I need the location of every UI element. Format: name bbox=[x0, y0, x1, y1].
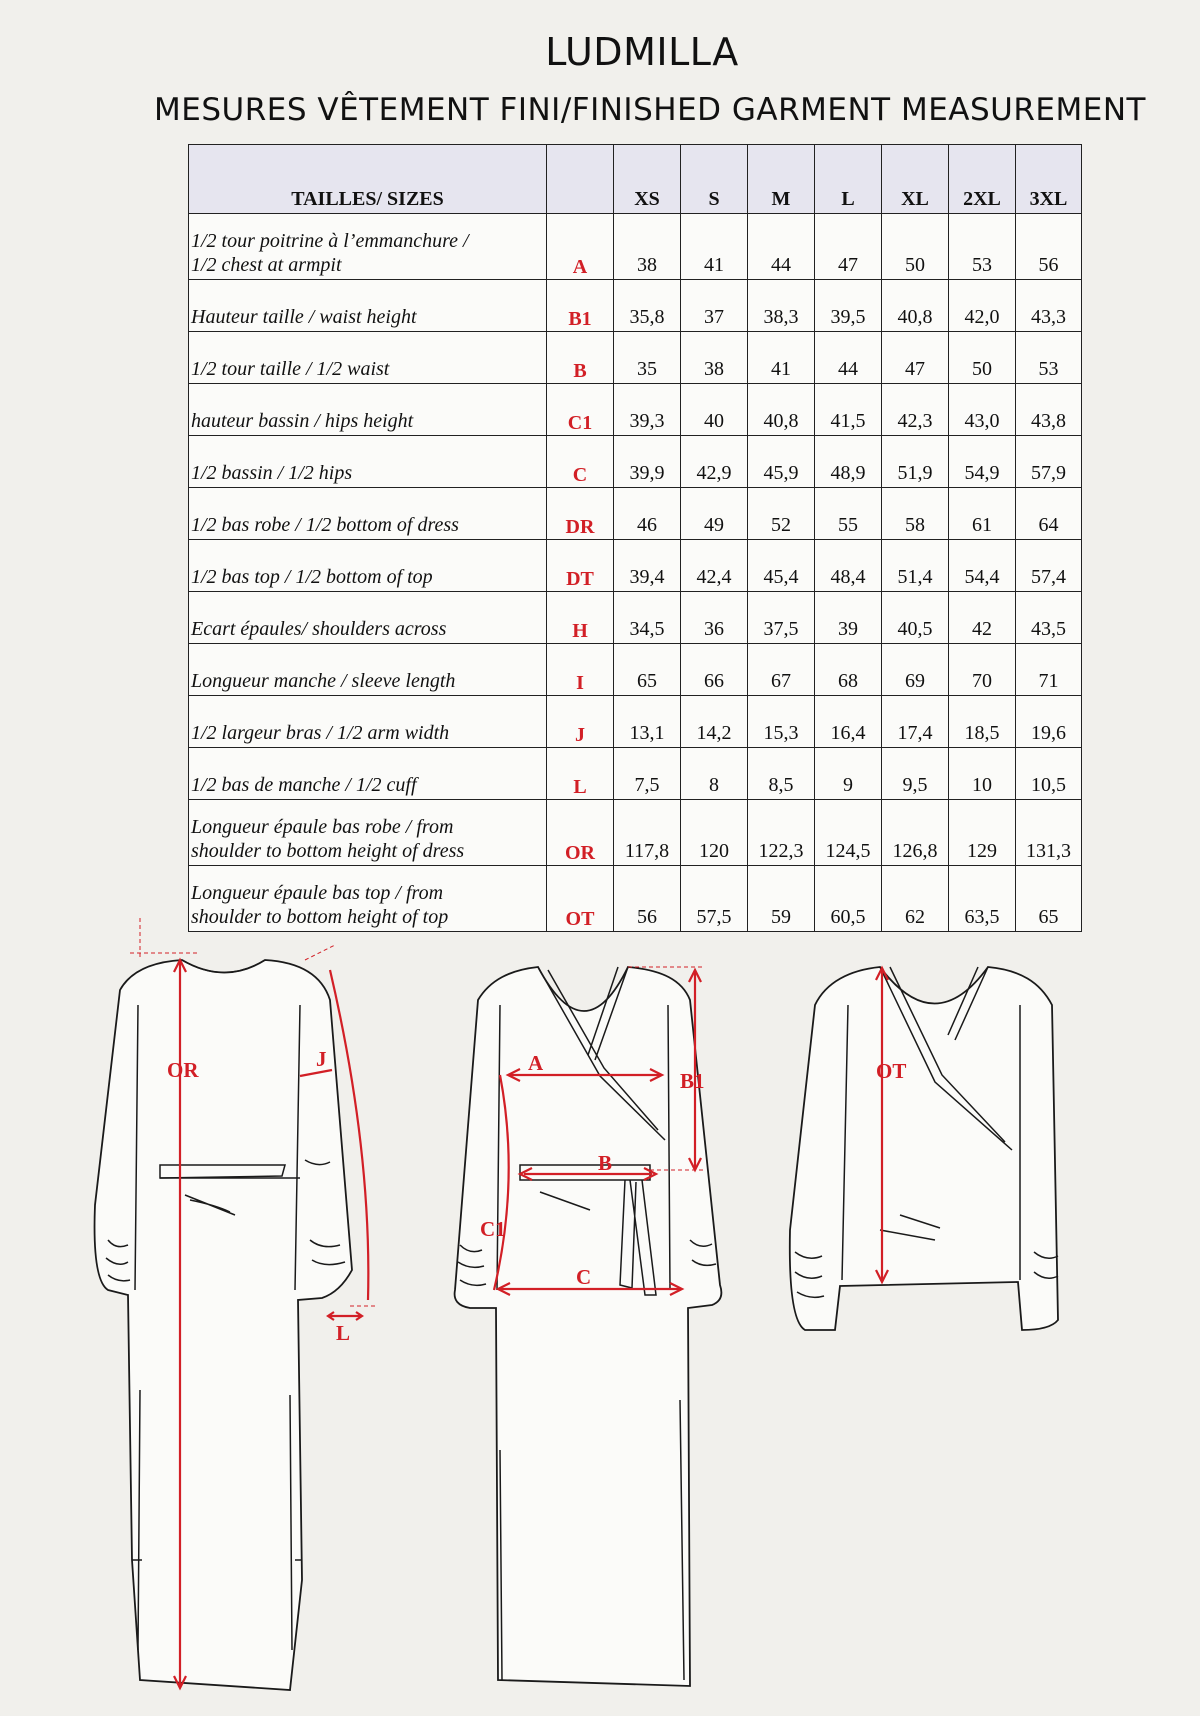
measurement-label: Longueur manche / sleeve length bbox=[189, 644, 547, 696]
measurement-value: 38,3 bbox=[748, 280, 815, 332]
measurement-label: 1/2 tour poitrine à l’emmanchure / 1/2 chest at armpit bbox=[189, 214, 547, 280]
measurement-value: 9 bbox=[815, 748, 882, 800]
marker-c1: C1 bbox=[480, 1217, 506, 1241]
measurement-code: OR bbox=[547, 800, 614, 866]
measurement-code: A bbox=[547, 214, 614, 280]
measurement-value: 19,6 bbox=[1016, 696, 1082, 748]
measurement-value: 71 bbox=[1016, 644, 1082, 696]
page-subtitle: MESURES VÊTEMENT FINI/FINISHED GARMENT MEASUREMENT bbox=[154, 92, 1146, 128]
size-header: XS bbox=[614, 145, 681, 214]
measurement-code: L bbox=[547, 748, 614, 800]
measurement-code: B1 bbox=[547, 280, 614, 332]
measurement-value: 61 bbox=[949, 488, 1016, 540]
measurement-value: 51,4 bbox=[882, 540, 949, 592]
measurement-value: 43,8 bbox=[1016, 384, 1082, 436]
measurement-value: 57,9 bbox=[1016, 436, 1082, 488]
size-header: 2XL bbox=[949, 145, 1016, 214]
measurement-value: 50 bbox=[882, 214, 949, 280]
measurement-value: 45,4 bbox=[748, 540, 815, 592]
measurement-value: 43,5 bbox=[1016, 592, 1082, 644]
measurement-value: 62 bbox=[882, 866, 949, 932]
measurement-value: 15,3 bbox=[748, 696, 815, 748]
measurement-value: 16,4 bbox=[815, 696, 882, 748]
measurement-code: H bbox=[547, 592, 614, 644]
measurement-value: 8 bbox=[681, 748, 748, 800]
measurement-value: 56 bbox=[614, 866, 681, 932]
measurement-value: 58 bbox=[882, 488, 949, 540]
measurement-value: 7,5 bbox=[614, 748, 681, 800]
measurement-value: 42,9 bbox=[681, 436, 748, 488]
measurement-value: 14,2 bbox=[681, 696, 748, 748]
measurement-value: 39,3 bbox=[614, 384, 681, 436]
measurement-value: 10,5 bbox=[1016, 748, 1082, 800]
marker-j: J bbox=[316, 1047, 327, 1071]
measurement-value: 131,3 bbox=[1016, 800, 1082, 866]
measurement-label: 1/2 largeur bras / 1/2 arm width bbox=[189, 696, 547, 748]
measurement-value: 54,9 bbox=[949, 436, 1016, 488]
measurement-value: 53 bbox=[949, 214, 1016, 280]
dress-sketch bbox=[95, 960, 352, 1690]
measurement-value: 65 bbox=[614, 644, 681, 696]
measurement-label: 1/2 bas top / 1/2 bottom of top bbox=[189, 540, 547, 592]
measurement-value: 51,9 bbox=[882, 436, 949, 488]
measurement-value: 34,5 bbox=[614, 592, 681, 644]
measurement-value: 40 bbox=[681, 384, 748, 436]
measurement-value: 39,9 bbox=[614, 436, 681, 488]
measurement-value: 17,4 bbox=[882, 696, 949, 748]
measurement-label: 1/2 bas de manche / 1/2 cuff bbox=[189, 748, 547, 800]
measurement-value: 124,5 bbox=[815, 800, 882, 866]
measurement-value: 52 bbox=[748, 488, 815, 540]
measurement-code: OT bbox=[547, 866, 614, 932]
measurement-value: 42,0 bbox=[949, 280, 1016, 332]
measurement-value: 42,3 bbox=[882, 384, 949, 436]
measurement-value: 13,1 bbox=[614, 696, 681, 748]
measurement-value: 39 bbox=[815, 592, 882, 644]
measurement-label: 1/2 tour taille / 1/2 waist bbox=[189, 332, 547, 384]
measurement-value: 69 bbox=[882, 644, 949, 696]
measurement-value: 129 bbox=[949, 800, 1016, 866]
measurement-value: 70 bbox=[949, 644, 1016, 696]
size-header: M bbox=[748, 145, 815, 214]
marker-b1: B1 bbox=[680, 1069, 705, 1093]
measurement-value: 59 bbox=[748, 866, 815, 932]
measurement-code: I bbox=[547, 644, 614, 696]
measurement-value: 47 bbox=[882, 332, 949, 384]
measurement-label: 1/2 bassin / 1/2 hips bbox=[189, 436, 547, 488]
measurement-value: 68 bbox=[815, 644, 882, 696]
measurement-value: 40,5 bbox=[882, 592, 949, 644]
measurement-value: 60,5 bbox=[815, 866, 882, 932]
measurement-label: Longueur épaule bas robe / from shoulder to bottom height of dress bbox=[189, 800, 547, 866]
measurement-value: 66 bbox=[681, 644, 748, 696]
size-header: XL bbox=[882, 145, 949, 214]
measurement-value: 48,9 bbox=[815, 436, 882, 488]
measurement-label: hauteur bassin / hips height bbox=[189, 384, 547, 436]
marker-a: A bbox=[528, 1051, 544, 1075]
size-header: 3XL bbox=[1016, 145, 1082, 214]
measurement-value: 42,4 bbox=[681, 540, 748, 592]
measurement-value: 37 bbox=[681, 280, 748, 332]
measurement-value: 35,8 bbox=[614, 280, 681, 332]
measurement-value: 41,5 bbox=[815, 384, 882, 436]
measurement-value: 38 bbox=[681, 332, 748, 384]
marker-b: B bbox=[598, 1151, 613, 1175]
measurement-value: 55 bbox=[815, 488, 882, 540]
measurement-value: 57,4 bbox=[1016, 540, 1082, 592]
marker-l: L bbox=[336, 1321, 351, 1345]
marker-or: OR bbox=[167, 1058, 199, 1082]
measurement-value: 36 bbox=[681, 592, 748, 644]
measurement-code: J bbox=[547, 696, 614, 748]
size-header: S bbox=[681, 145, 748, 214]
measurement-value: 49 bbox=[681, 488, 748, 540]
measurement-value: 57,5 bbox=[681, 866, 748, 932]
measurement-value: 43,0 bbox=[949, 384, 1016, 436]
measurement-value: 44 bbox=[815, 332, 882, 384]
measurement-code: DT bbox=[547, 540, 614, 592]
measurement-value: 120 bbox=[681, 800, 748, 866]
measurement-value: 35 bbox=[614, 332, 681, 384]
measurement-value: 63,5 bbox=[949, 866, 1016, 932]
measurement-value: 39,4 bbox=[614, 540, 681, 592]
measurement-value: 9,5 bbox=[882, 748, 949, 800]
measurement-value: 45,9 bbox=[748, 436, 815, 488]
measurement-value: 43,3 bbox=[1016, 280, 1082, 332]
measurement-value: 41 bbox=[748, 332, 815, 384]
marker-ot: OT bbox=[876, 1059, 907, 1083]
measurement-value: 67 bbox=[748, 644, 815, 696]
measurement-value: 117,8 bbox=[614, 800, 681, 866]
measurement-value: 37,5 bbox=[748, 592, 815, 644]
measurement-value: 56 bbox=[1016, 214, 1082, 280]
measurement-value: 64 bbox=[1016, 488, 1082, 540]
measurement-value: 50 bbox=[949, 332, 1016, 384]
measurement-label: 1/2 bas robe / 1/2 bottom of dress bbox=[189, 488, 547, 540]
measurement-value: 47 bbox=[815, 214, 882, 280]
measurement-label: Ecart épaules/ shoulders across bbox=[189, 592, 547, 644]
measurement-value: 10 bbox=[949, 748, 1016, 800]
measurement-value: 44 bbox=[748, 214, 815, 280]
marker-c: C bbox=[576, 1265, 592, 1289]
measurement-value: 39,5 bbox=[815, 280, 882, 332]
size-header: L bbox=[815, 145, 882, 214]
measurement-value: 54,4 bbox=[949, 540, 1016, 592]
measurement-value: 65 bbox=[1016, 866, 1082, 932]
measurement-label: Hauteur taille / waist height bbox=[189, 280, 547, 332]
measurement-value: 46 bbox=[614, 488, 681, 540]
measurement-code: C bbox=[547, 436, 614, 488]
measurement-label: Longueur épaule bas top / from shoulder to bottom height of top bbox=[189, 866, 547, 932]
sizes-header-label: TAILLES/ SIZES bbox=[189, 145, 547, 214]
measurement-value: 53 bbox=[1016, 332, 1082, 384]
measurement-value: 42 bbox=[949, 592, 1016, 644]
measurement-value: 41 bbox=[681, 214, 748, 280]
wrap-top-sketch bbox=[790, 967, 1058, 1330]
measurement-code: C1 bbox=[547, 384, 614, 436]
page-title: LUDMILLA bbox=[545, 30, 739, 74]
measurement-code: DR bbox=[547, 488, 614, 540]
measurement-value: 40,8 bbox=[882, 280, 949, 332]
measurement-value: 40,8 bbox=[748, 384, 815, 436]
measurement-value: 18,5 bbox=[949, 696, 1016, 748]
measurement-value: 122,3 bbox=[748, 800, 815, 866]
measurement-value: 48,4 bbox=[815, 540, 882, 592]
measurement-code: B bbox=[547, 332, 614, 384]
measurement-value: 38 bbox=[614, 214, 681, 280]
measurement-value: 8,5 bbox=[748, 748, 815, 800]
measurement-value: 126,8 bbox=[882, 800, 949, 866]
